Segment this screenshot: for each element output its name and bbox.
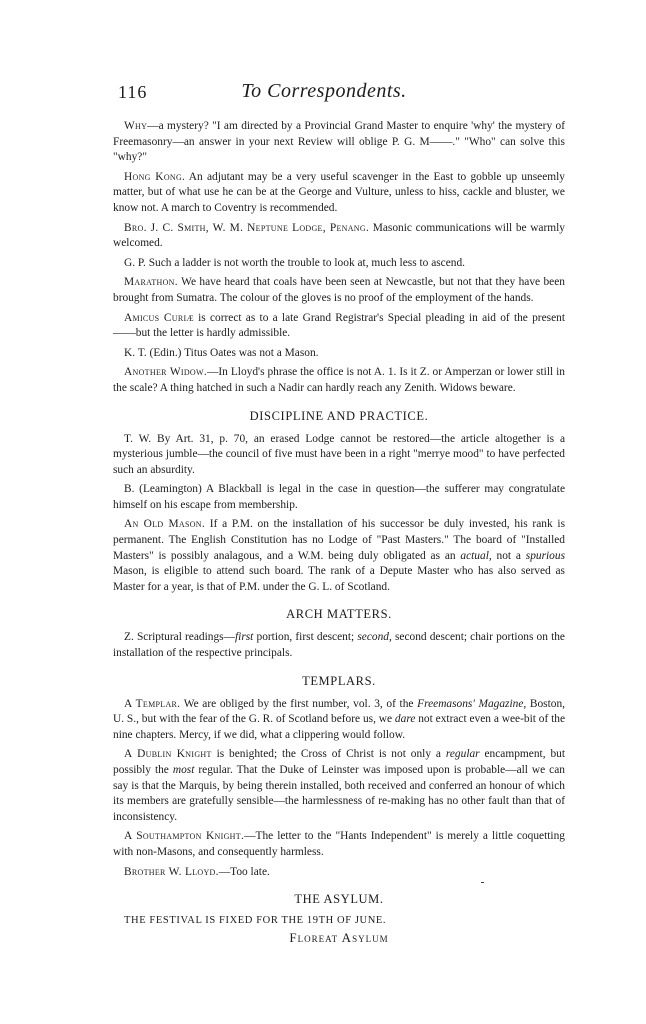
entry-tw (113, 432, 565, 479)
section-heading-arch: ARCH MATTERS. (286, 607, 392, 622)
entry-smith (113, 221, 565, 252)
entry-text: regular. That the Duke of Leinster was imposed upon is probable—all we can say is that the Marquis, by being therein installed, both received and conferred an honour of which its members are gratefully sensible—the harmlessness of re-making has no other fault than that of inconsistency. (113, 764, 565, 823)
entry-text: not a (491, 549, 526, 562)
entry-text: A Blackball is legal in the case in question—the sufferer may congratulate himself on his escape from membership. (113, 483, 565, 511)
entry-text: —In Lloyd's phrase the office is not A. 1. Is it Z. or Amperzan or lower still in the scale? A thing hatched in such a Nadir can hardly reach any Zenith. Widows beware. (113, 366, 565, 394)
entry-lead: Why (124, 120, 148, 132)
entry-text: not extract even a wee-bit of the nine chapters. Mercy, if we did, what a clippering would follow. (113, 713, 566, 741)
entry-text: —Too late. (218, 865, 270, 878)
entry-lead: Hong Kong. (124, 170, 186, 183)
entry-lead: Bro. J. C. Smith, W. M. Neptune Lodge, Penang. (124, 221, 370, 234)
entry-emphasis: Freemasons' Magazine, (417, 697, 527, 710)
entry-lead: K. T. (Edin.) (124, 346, 182, 359)
entry-lead: A Dublin Knight (124, 748, 212, 761)
entry-text: Such a ladder is not worth the trouble to look at, much less to ascend. (145, 256, 466, 269)
stray-ink-mark (481, 882, 484, 883)
entry-text: Scriptural readings— (133, 631, 235, 644)
entry-lead: Brother W. Lloyd. (124, 865, 219, 878)
entry-emphasis: second, (357, 631, 392, 644)
entry-lead: Marathon. (124, 276, 178, 289)
entry-lead: T. W. (124, 432, 152, 445)
entry-leamington (113, 482, 565, 513)
entry-emphasis: spurious (525, 549, 566, 562)
section-heading-asylum: THE ASYLUM. (294, 892, 384, 907)
entry-text: encampment, but possibly the (113, 748, 565, 776)
entry-why (113, 119, 565, 166)
entry-emphasis: first (234, 631, 254, 644)
entry-text: We have heard that coals have been seen at Newcastle, but not that they have been brought from Sumatra. The colour of the gloves is no proof of the employment of the hands. (113, 276, 565, 304)
entry-text: is correct as to a late Grand Registrar's Special pleading in aid of the present——but the letter is hardly admissible. (113, 311, 565, 340)
entry-emphasis: actual, (460, 549, 492, 562)
entry-text: Masonic communications will be warmly welcomed. (113, 221, 566, 250)
entry-templar (113, 697, 565, 744)
entry-southampton-knight (113, 829, 565, 860)
entry-lead: Another Widow. (124, 366, 207, 379)
entry-marathon (113, 275, 565, 306)
entry-emphasis: dare (394, 713, 416, 726)
entry-emphasis: regular (445, 748, 480, 761)
entry-text: Boston, U. S., but with the fear of the G. R. of Scotland before us, we (113, 697, 566, 726)
entry-kt-edin (113, 346, 565, 362)
entry-hong-kong (113, 170, 565, 217)
running-head (80, 78, 568, 106)
entry-text: is benighted; the Cross of Christ is not only a (211, 748, 446, 761)
entry-amicus-curiae (113, 311, 565, 342)
body-text (80, 119, 568, 946)
entry-text: second descent; chair portions on the installation of the respective principals. (113, 631, 565, 660)
entry-z (113, 630, 565, 661)
entry-lead: A Templar. (124, 697, 181, 710)
entry-text: —The letter to the "Hants Independent" is merely a little coquetting with non-Masons, and consequently harmless. (113, 830, 565, 858)
entry-lead: B. (Leamington) (124, 483, 202, 496)
section-heading-templars: TEMPLARS. (302, 673, 376, 688)
entry-old-mason (113, 517, 565, 595)
entry-text: An adjutant may be a very useful scavenger in the East to gobble up unseemly matter, but of what use he can be at the George and Vulture, unless to hiss, cackle and bluster, we know not. A march to Coventry is recommended. (113, 170, 565, 214)
section-heading-discipline: DISCIPLINE AND PRACTICE. (249, 408, 429, 423)
entry-lead: Z. (124, 631, 134, 644)
closing-motto: Floreat Asylum (289, 930, 389, 946)
entry-text: We are obliged by the first number, vol. 3, of the (180, 697, 418, 710)
entry-text: By Art. 31, p. 70, an erased Lodge cannot be restored—the article altogether is a mysterious jumble—the council of five must have been in a right "merrye mood" to have perfected such an absurdity. (113, 432, 565, 476)
entry-lead: An Old Mason. (124, 518, 206, 531)
entry-another-widow (113, 365, 565, 396)
entry-text: Titus Oates was not a Mason. (181, 346, 319, 359)
entry-text: Mason, is eligible to attend such board. The rank of a Depute Master who has also served as Master for a year, is that of P.M. under the G. L. of Scotland. (113, 565, 565, 593)
entry-lead: A Southampton Knight. (124, 830, 245, 843)
entry-lead: Amicus Curiæ (124, 311, 194, 324)
entry-emphasis: most (172, 764, 195, 776)
festival-notice: THE FESTIVAL IS FIXED FOR THE 19TH OF JUNE. (124, 915, 387, 927)
entry-text: —a mystery? "I am directed by a Provincial Grand Master to enquire 'why' the mystery of Freemasonry—an answer in your next Review will oblige P. G. M——." "Who" can solve this "why?" (113, 120, 565, 164)
entry-text: If a P.M. on the installation of his successor be duly invested, his rank is permanent. The English Constitution has no Lodge of "Past Masters." The board of "Installed Masters" is possibly analagous, and a W.M. being duly obligated as an (113, 518, 566, 562)
entry-dublin-knight (113, 747, 565, 825)
entry-brother-lloyd (113, 865, 565, 881)
entry-text: portion, first descent; (253, 631, 358, 644)
running-title: To Correspondents. (241, 80, 407, 102)
page-number: 116 (118, 82, 148, 102)
entry-lead: G. P. (124, 256, 146, 269)
entry-gp (113, 256, 565, 272)
